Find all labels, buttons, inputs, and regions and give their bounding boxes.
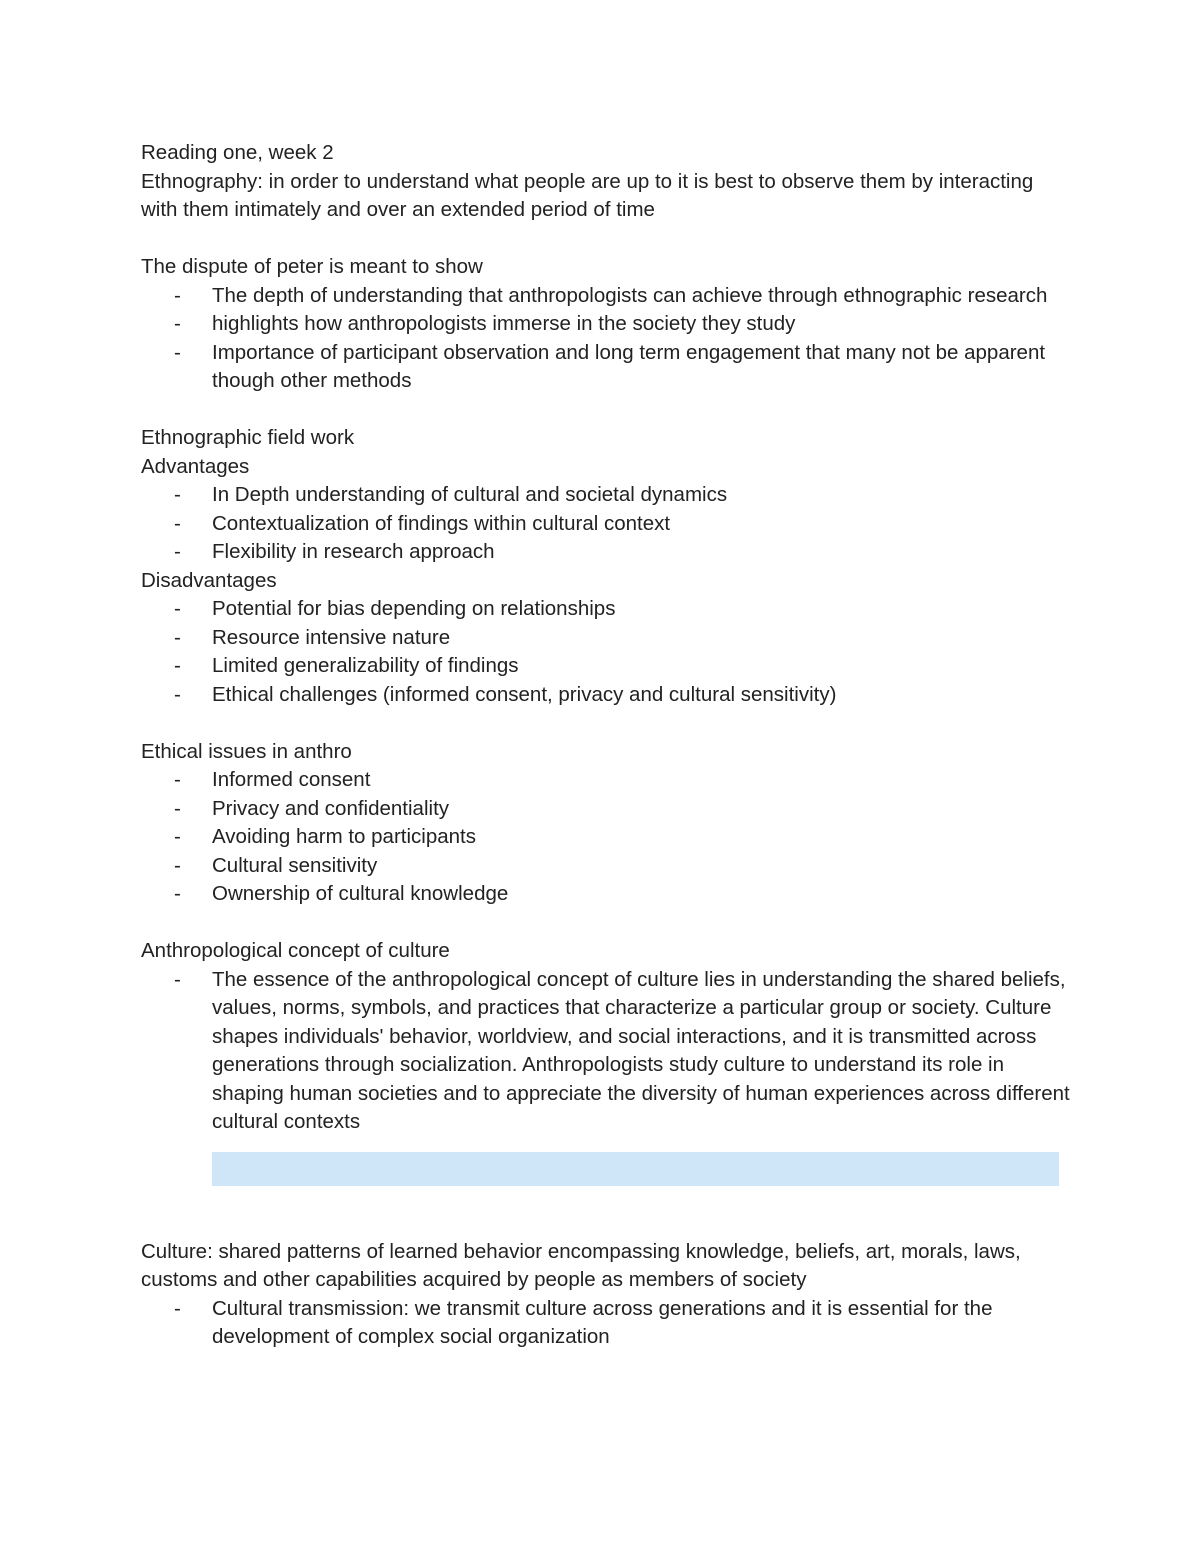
list-item-text: Limited generalizability of findings (212, 654, 519, 677)
dash-bullet: - (174, 654, 181, 677)
list-item-text: highlights how anthropologists immerse in the society they study (212, 312, 796, 335)
dash-bullet: - (174, 597, 181, 620)
blank-line (141, 396, 1071, 425)
list-item-text: Ownership of cultural knowledge (212, 882, 509, 905)
blank-line (141, 1186, 1071, 1238)
concept-list (141, 966, 1071, 1137)
dash-bullet: - (174, 1296, 181, 1320)
list-item (141, 652, 1071, 681)
dash-bullet: - (174, 511, 181, 535)
ethnography-definition: Ethnography: in order to understand what people are up to it is best to observe them by interacting with them intimately and over an extended period of time (141, 169, 1039, 221)
dash-bullet: - (174, 483, 181, 506)
blank-line (141, 225, 1071, 254)
list-item-text: Informed consent (212, 768, 371, 791)
list-item (141, 823, 1071, 852)
highlighted-empty-line (212, 1152, 1059, 1186)
list-item (141, 481, 1071, 510)
ethics-list (141, 766, 1071, 909)
dispute-title: The dispute of peter is meant to show (141, 255, 483, 278)
list-item-text: The depth of understanding that anthropologists can achieve through ethnographic research (212, 283, 1048, 307)
dash-bullet: - (174, 967, 181, 991)
disadvantages-title: Disadvantages (141, 568, 277, 592)
list-item (141, 624, 1071, 653)
dash-bullet: - (174, 283, 181, 307)
list-item-text: In Depth understanding of cultural and societal dynamics (212, 483, 728, 506)
dash-bullet: - (174, 312, 181, 335)
list-item-text: Flexibility in research approach (212, 540, 495, 563)
advantages-title: Advantages (141, 454, 250, 478)
list-item (141, 795, 1071, 824)
dash-bullet: - (174, 796, 181, 820)
list-item (141, 852, 1071, 881)
dispute-list (141, 282, 1071, 396)
disadvantages-list (141, 595, 1071, 709)
list-item (141, 310, 1071, 339)
list-item-text: Privacy and confidentiality (212, 796, 450, 820)
document-page (141, 139, 1071, 1352)
list-item-text: Avoiding harm to participants (212, 825, 476, 848)
dash-bullet: - (174, 540, 181, 563)
list-item (141, 339, 1071, 396)
list-item-text: Ethical challenges (informed consent, privacy and cultural sensitivity) (212, 682, 837, 706)
dash-bullet: - (174, 682, 181, 706)
dash-bullet: - (174, 882, 181, 905)
dash-bullet: - (174, 768, 181, 791)
dash-bullet: - (174, 625, 181, 649)
dash-bullet: - (174, 340, 181, 364)
list-item-text: Resource intensive nature (212, 625, 451, 649)
dash-bullet: - (174, 825, 181, 848)
list-item-text: Cultural transmission: we transmit culture across generations and it is essential for the development of complex social organization (212, 1296, 993, 1348)
advantages-list (141, 481, 1071, 567)
blank-line (141, 709, 1071, 738)
list-item-text: Importance of participant observation and long term engagement that many not be apparent though other methods (212, 340, 1046, 392)
blank-line (141, 909, 1071, 938)
ethics-title: Ethical issues in anthro (141, 739, 352, 763)
fieldwork-title: Ethnographic field work (141, 426, 355, 449)
list-item (141, 766, 1071, 795)
culture-definition: Culture: shared patterns of learned behavior encompassing knowledge, beliefs, art, morals, laws, customs and other capabilities acquired by people as members of society (141, 1239, 1027, 1291)
list-item (141, 595, 1071, 624)
concept-title: Anthropological concept of culture (141, 939, 450, 962)
list-item (141, 966, 1071, 1137)
list-item (141, 880, 1071, 909)
dash-bullet: - (174, 853, 181, 877)
list-item-text: Cultural sensitivity (212, 853, 378, 877)
list-item (141, 681, 1071, 710)
list-item (141, 538, 1071, 567)
document-heading: Reading one, week 2 (141, 141, 334, 164)
transmission-list (141, 1295, 1071, 1352)
list-item-text: Contextualization of findings within cultural context (212, 511, 671, 535)
list-item (141, 282, 1071, 311)
list-item-text: Potential for bias depending on relationships (212, 597, 616, 620)
list-item (141, 1295, 1071, 1352)
list-item-text: The essence of the anthropological concept of culture lies in understanding the shared beliefs, values, norms, symbols, and practices that characterize a particular group or society. Culture shapes individuals' behavior, worldview, and social interactions, and it is transmitted across generations through socialization. Anthropologists study culture to understand its role in shaping human societies and to appreciate the diversity of human experiences across different cultural contexts (212, 967, 1070, 1133)
list-item (141, 510, 1071, 539)
